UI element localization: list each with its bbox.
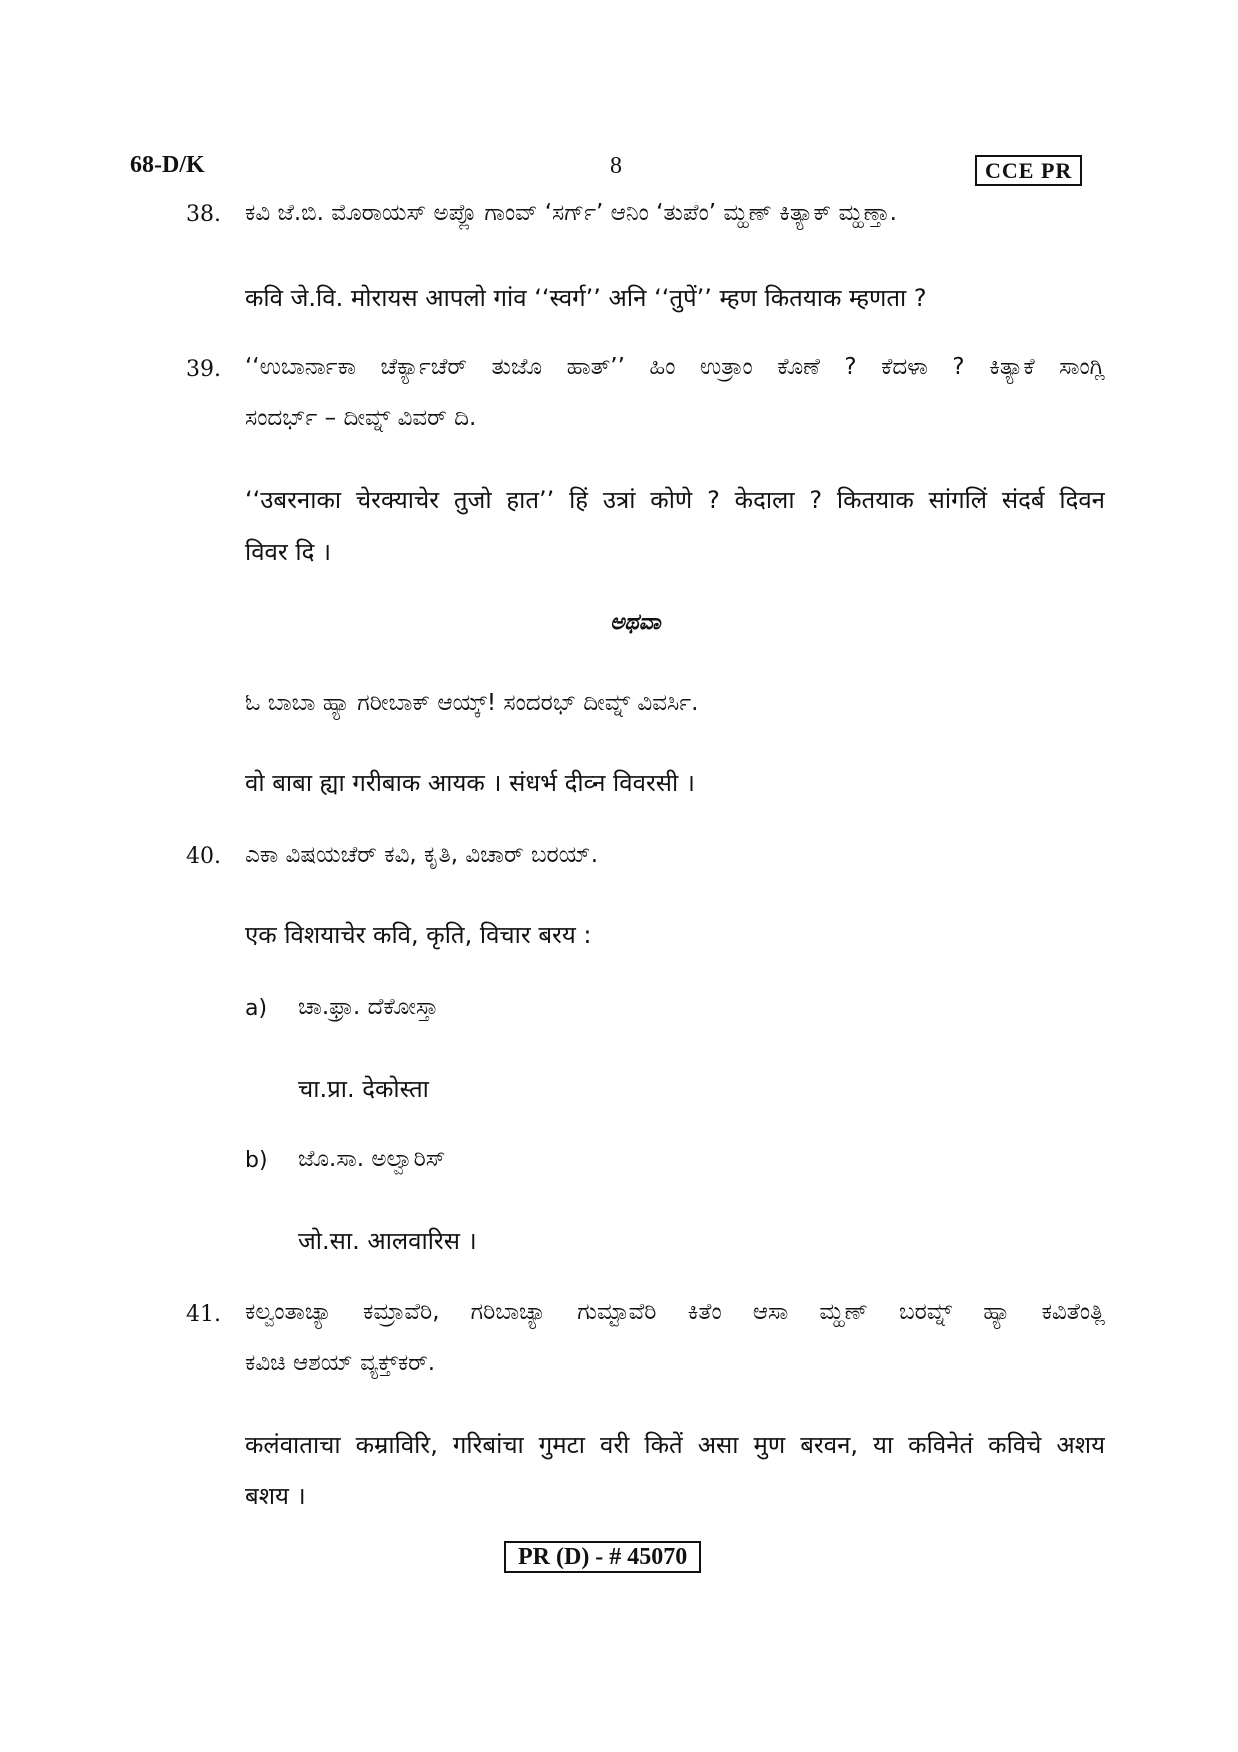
question-text-kannada-line1: ಕಲ್ವಂತಾಚ್ಯಾ ಕಮ್ರಾವೆರಿ, ಗರಿಬಾಚ್ಯಾ ಗುಮ್ಟಾವೆರಿ ಕಿತೆಂ ಆಸಾ ಮ್ಹಣ್ ಬರವ್ನ್ ಹ್ಯಾ ಕವಿತೆಂತ್ಲಿ [245,1299,1105,1325]
question-text-devanagari-line2: विवर दि । [245,538,332,566]
question-number: 40. [186,844,221,869]
question-text-devanagari: कवि जे.वि. मोरायस आपलो गांव ‘‘स्वर्ग’’ अनि ‘‘तुपें’’ म्हण कितयाक म्हणता ? [245,284,927,312]
question-number: 38. [186,202,221,227]
question-text-kannada-line1: ‘‘ಉಬಾರ್ನಾಕಾ ಚೆರ್ಕ್ಯಾಚೆರ್ ತುಜೊ ಹಾತ್’’ ಹಿಂ ಉತ್ರಾಂ ಕೊಣೆ ? ಕೆದಳಾ ? ಕಿತ್ಯಾಕೆ ಸಾಂಗ್ಲಿ [245,354,1105,380]
question-text-devanagari: एक विशयाचेर कवि, कृति, विचार बरय : [245,921,592,949]
option-text-devanagari: चा.प्रा. देकोस्ता [298,1075,429,1103]
question-text-kannada: ಕವಿ ಜೆ.ಬಿ. ಮೊರಾಯಸ್ ಅಪ್ಲೊ ಗಾಂವ್ ‘ಸರ್ಗ್’ ಆನಿಂ ‘ತುಪೆಂ’ ಮ್ಹಣ್ ಕಿತ್ಯಾಕ್ ಮ್ಹಣ್ತಾ. [245,200,897,226]
paper-footer-code: PR (D) - # 45070 [504,1541,701,1573]
option-label: b) [245,1148,268,1173]
question-text-devanagari-line1: ‘‘उबरनाका चेरक्याचेर तुजो हात’’ हिं उत्रां कोणे ? केदाला ? कितयाक सांगलिं संदर्ब दिवन [245,486,1105,514]
question-text-kannada-line2: ಸಂದರ್ಭ್ – ದೀವ್ನ್ ವಿವರ್ ದಿ. [245,405,477,431]
alternative-text-kannada: ಓ ಬಾಬಾ ಹ್ಯಾ ಗರೀಬಾಕ್ ಆಯ್ಕ್! ಸಂದರಭ್ ದೀವ್ನ್ ವಿವರ್ಸಿ. [245,690,699,716]
or-separator: ಅಥವಾ [610,610,661,635]
question-text-kannada-line2: ಕವಿಚಿ ಆಶಯ್ ವ್ಯಕ್ತ್‌ಕರ್. [245,1350,436,1376]
question-text-devanagari-line1: कलंवाताचा कम्राविरि, गरिबांचा गुमटा वरी कितें असा मुण बरवन, या कविनेतं कविचे अशय [245,1431,1105,1459]
page-number: 8 [610,153,622,179]
alternative-text-devanagari: वो बाबा ह्या गरीबाक आयक । संधर्भ दीव्न विवरसी । [245,769,695,797]
cce-pr-badge: CCE PR [975,155,1082,186]
question-number: 41. [186,1302,221,1327]
option-text-devanagari: जो.सा. आलवारिस । [298,1227,477,1255]
question-text-devanagari-line2: बशय । [245,1482,306,1510]
option-text-kannada: ಚಾ.ಫ್ರಾ. ದೆಕೋಸ್ತಾ [298,994,439,1020]
option-text-kannada: ಜೊ.ಸಾ. ಅಲ್ವಾರಿಸ್ [298,1146,446,1172]
question-number: 39. [186,357,221,382]
option-label: a) [245,996,268,1021]
paper-code: 68-D/K [130,152,205,178]
question-text-kannada: ಎಕಾ ವಿಷಯಚೆರ್ ಕವಿ, ಕೃತಿ, ವಿಚಾರ್ ಬರಯ್. [245,842,599,868]
